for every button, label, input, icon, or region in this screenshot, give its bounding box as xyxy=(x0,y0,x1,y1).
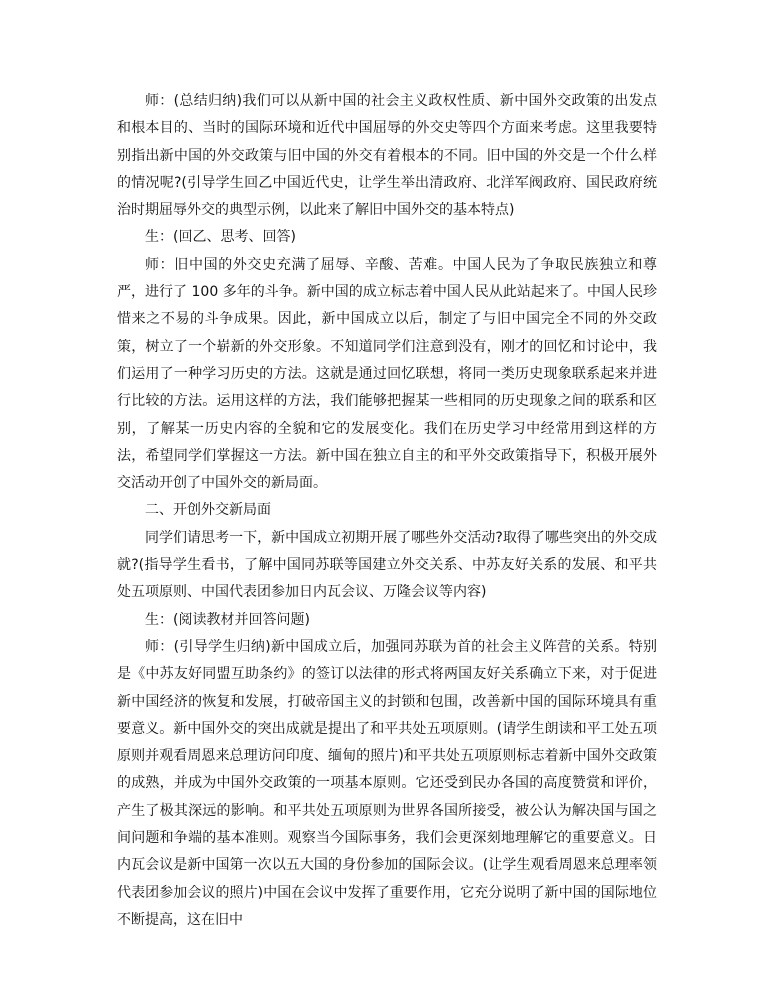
document-body xyxy=(117,88,657,934)
section-heading: 二、开创外交新局面 xyxy=(145,502,271,519)
paragraph-teacher-conclusion: 师：(引导学生归纳)新中国成立后，加强同苏联为首的社会主义阵营的关系。特别是《中苏友好同盟互助条约》的签订以法律的形式将两国友好关系确立下来，对于促进新中国经济的恢复和发展，打破帝国主义的封锁和包围，改善新中国的国际环境具有重要意义。新中国外交的突出成就是提出了和平共处五项原则。(请学生朗读和平工处五项原则并观看周恩来总理访问印度、缅甸的照片)和平共处五项原则标志着新中国外交政策的成熟，并成为中国外交政策的一项基本原则。它还受到民办各国的高度赞赏和评价，产生了极其深远的影响。和平共处五项原则为世界各国所接受，被公认为解决国与国之间问题和争端的基本准则。观察当今国际事务，我们会更深刻地理解它的重要意义。日内瓦会议是新中国第一次以五大国的身份参加的国际会议。(让学生观看周恩来总理率领代表团参加会议的照片)中国在会议中发挥了重要作用，它充分说明了新中国的国际地位不断提高，这在旧中 xyxy=(117,638,657,928)
paragraph-teacher-summary: 师：(总结归纳)我们可以从新中国的社会主义政权性质、新中国外交政策的出发点和根本目的、当时的国际环境和近代中国屈辱的外交史等四个方面来考虑。这里我要特别指出新中国的外交政策与旧中国的外交有着根本的不同。旧中国的外交是一个什么样的情况呢?(引导学生回乙中国近代史，让学生举出清政府、北洋军阀政府、国民政府统治时期屈辱外交的典型示例，以此来了解旧中国外交的基本特点) xyxy=(117,93,657,219)
paragraph-student-response: 生：(回乙、思考、回答) xyxy=(145,229,296,246)
paragraph-question: 同学们请思考一下，新中国成立初期开展了哪些外交活动?取得了哪些突出的外交成就?(指导学生看书，了解中国同苏联等国建立外交关系、中苏友好关系的发展、和平共处五项原则、中国代表团参加日内瓦会议、万隆会议等内容) xyxy=(117,529,657,601)
paragraph-student-reading: 生：(阅读教材并回答问题) xyxy=(145,611,310,628)
paragraph-teacher-old-china-diplomacy: 师：旧中国的外交史充满了屈辱、辛酸、苦难。中国人民为了争取民族独立和尊严，进行了 100 多年的斗争。新中国的成立标志着中国人民从此站起来了。中国人民珍惜来之不易的斗争成果。因此，新中国成立以后，制定了与旧中国完全不同的外交政策，树立了一个崭新的外交形象。不知道同学们注意到没有，刚才的回忆和讨论中，我们运用了一种学习历史的方法。这就是通过回忆联想，将同一类历史现象联系起来并进行比较的方法。运用这样的方法，我们能够把握某一些相同的历史现象之间的联系和区别，了解某一历史内容的全貌和它的发展变化。我们在历史学习中经常用到这样的方法，希望同学们掌握这一方法。新中国在独立自主的和平外交政策指导下，积极开展外交活动开创了中国外交的新局面。 xyxy=(117,256,657,492)
